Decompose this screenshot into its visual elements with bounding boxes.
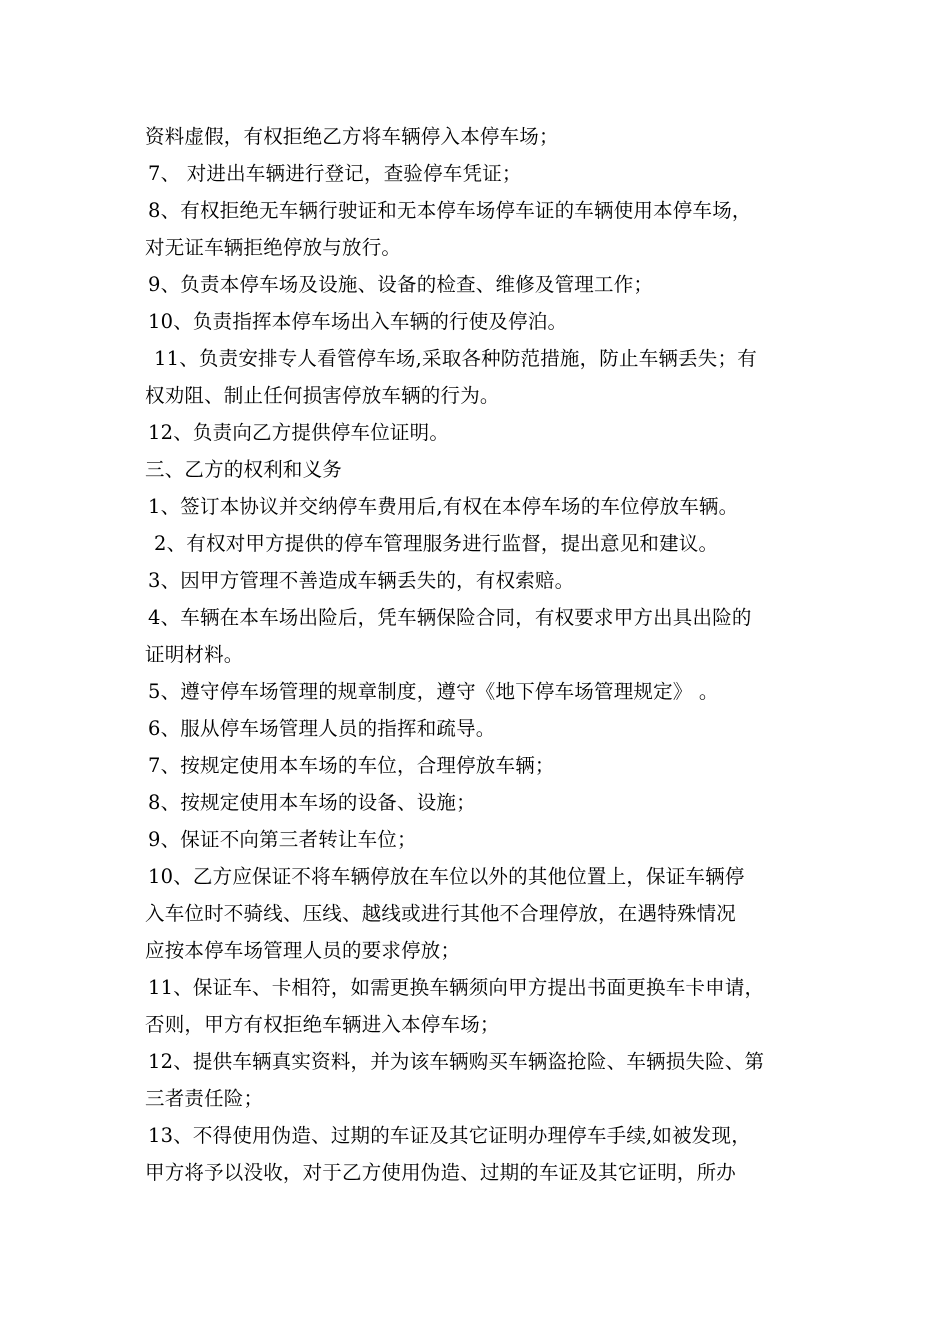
- text-line: 对无证车辆拒绝停放与放行。: [145, 236, 402, 259]
- text-line: 12、提供车辆真实资料，并为该车辆购买车辆盗抢险、车辆损失险、第: [148, 1050, 765, 1073]
- text-line: 3、因甲方管理不善造成车辆丢失的，有权索赔。: [148, 569, 575, 592]
- text-line: 1、签订本协议并交纳停车费用后,有权在本停车场的车位停放车辆。: [148, 495, 739, 518]
- text-line: 5、遵守停车场管理的规章制度，遵守《地下停车场管理规定》 。: [148, 680, 719, 703]
- text-line: 11、保证车、卡相符，如需更换车辆须向甲方提出书面更换车卡申请，: [148, 976, 765, 999]
- text-line: 应按本停车场管理人员的要求停放；: [145, 939, 461, 962]
- text-line: 7、按规定使用本车场的车位，合理停放车辆；: [148, 754, 555, 777]
- text-line: 9、负责本停车场及设施、设备的检查、维修及管理工作；: [148, 273, 654, 296]
- text-line: 10、乙方应保证不将车辆停放在车位以外的其他位置上，保证车辆停: [148, 865, 745, 888]
- text-line: 否则，甲方有权拒绝车辆进入本停车场；: [145, 1013, 500, 1036]
- text-line: 8、有权拒绝无车辆行驶证和无本停车场停车证的车辆使用本停车场，: [148, 199, 752, 222]
- text-line: 9、保证不向第三者转让车位；: [148, 828, 417, 851]
- text-line: 三者责任险；: [145, 1087, 264, 1110]
- text-line: 10、负责指挥本停车场出入车辆的行使及停泊。: [148, 310, 568, 333]
- text-line: 甲方将予以没收，对于乙方使用伪造、过期的车证及其它证明，所办: [145, 1161, 737, 1184]
- section-heading: 三、乙方的权利和义务: [145, 458, 343, 481]
- text-line: 7、 对进出车辆进行登记，查验停车凭证；: [148, 162, 522, 185]
- text-line: 权劝阻、制止任何损害停放车辆的行为。: [145, 384, 500, 407]
- text-line: 13、不得使用伪造、过期的车证及其它证明办理停车手续,如被发现，: [148, 1124, 751, 1147]
- text-line: 证明材料。: [145, 643, 244, 666]
- text-line: 4、车辆在本车场出险后，凭车辆保险合同，有权要求甲方出具出险的: [148, 606, 752, 629]
- text-line: 12、负责向乙方提供停车位证明。: [148, 421, 450, 444]
- text-line: 6、服从停车场管理人员的指挥和疏导。: [148, 717, 496, 740]
- text-line: 入车位时不骑线、压线、越线或进行其他不合理停放，在遇特殊情况: [145, 902, 737, 925]
- text-line: 8、按规定使用本车场的设备、设施；: [148, 791, 476, 814]
- text-line: 2、有权对甲方提供的停车管理服务进行监督，提出意见和建议。: [154, 532, 719, 555]
- text-line: 11、负责安排专人看管停车场,采取各种防范措施，防止车辆丢失；有: [154, 347, 757, 370]
- text-line: 资料虚假，有权拒绝乙方将车辆停入本停车场；: [145, 125, 559, 148]
- document-page: [145, 118, 845, 1191]
